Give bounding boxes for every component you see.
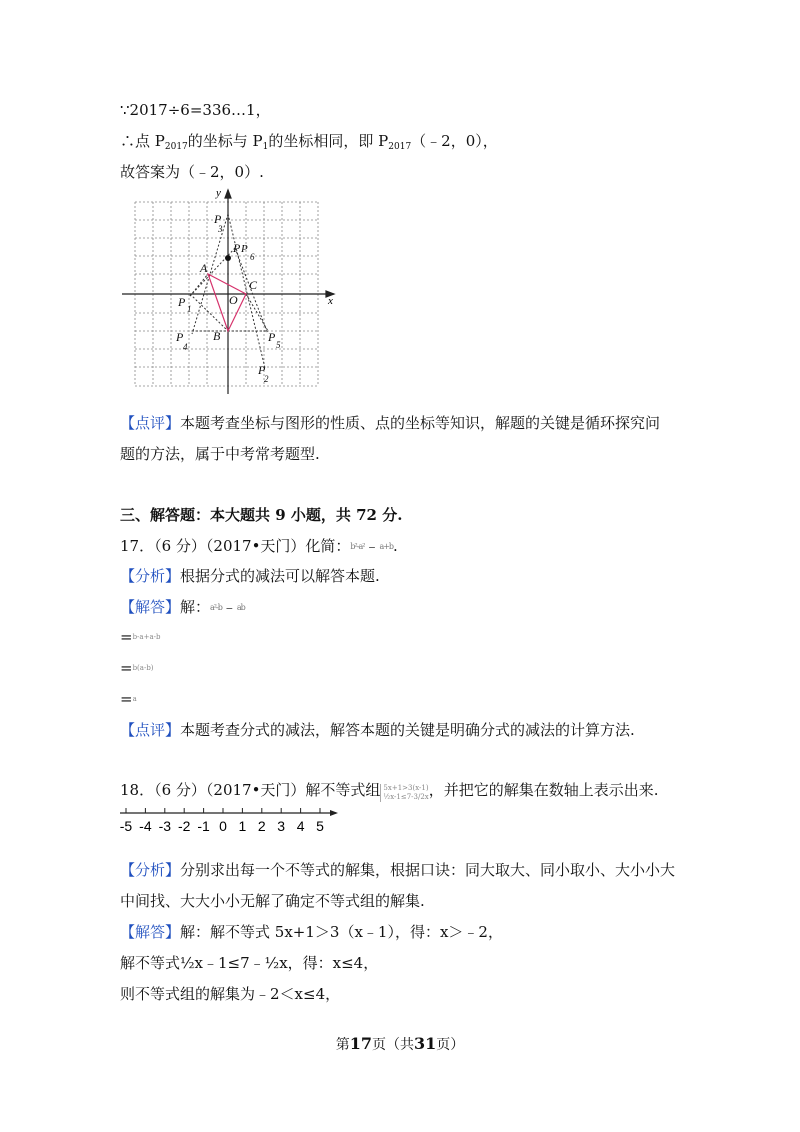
q17-step-2 [120,658,154,678]
axes [122,190,334,394]
q18-stem [120,780,659,802]
q17-step-1-expr: b-a+a-b [132,633,161,641]
equals-sign: = [120,659,133,677]
label-p1: P [178,295,186,309]
comment-1-line-1 [120,413,660,433]
solution-text: 解：解不等式 5x+1＞3（x﹣1），得：x＞﹣2， [180,923,503,941]
total-pages: 31 [414,1034,437,1053]
inequality-system [380,784,428,802]
number-line-tick-label: 5 [316,818,324,834]
label-p5-sub: 5 [276,340,281,350]
q17-stem-end: . [393,537,398,555]
label-p6-sub: 6 [250,252,255,262]
subscript: 1 [262,142,269,152]
number-line-tick-label: 3 [277,818,286,834]
label-p2: P [258,363,266,377]
text-segment: （﹣2，0）， [411,132,498,150]
label-p6: P [233,241,241,255]
q17-stem-text: 17．（6 分）（2017•天门）化简： [120,537,351,555]
number-line-tick-label: 0 [219,818,227,834]
number-line-tick-label: -4 [139,818,152,834]
number-line-tick-label: 4 [296,818,305,834]
solution-tag: 【解答】 [120,598,181,616]
label-p6-mark: P [241,243,248,255]
comment-text: 本题考查分式的减法，解答本题的关键是明确分式的减法的计算方法. [180,721,635,739]
q18-solution-line-2: 解不等式½x﹣1≤7﹣½x，得：x≤4， [120,954,379,972]
q17-sol-expr-b: ab [236,603,245,612]
q17-solution [120,597,245,618]
comment-tag: 【点评】 [120,414,181,432]
footer-suffix: 页） [436,1037,465,1053]
number-line-tick-label: -5 [119,818,133,834]
q17-expr-b: a+b [379,542,394,551]
q17-step-3-expr: a [132,695,137,703]
number-line-tick-label: -1 [197,818,210,834]
label-o: O [229,293,238,307]
q17-expr-op: ﹣ [364,537,380,555]
q17-step-3 [120,689,137,709]
analysis-tag: 【分析】 [120,861,181,879]
comment-tag: 【点评】 [120,721,181,739]
q17-step-2-expr: b(a-b) [132,664,154,672]
q18-solution-line-1 [120,922,503,942]
equals-sign: = [120,690,133,708]
point-p6 [225,255,231,261]
q18-stem-end: ，并把它的解集在数轴上表示出来. [428,781,659,799]
q17-stem [120,536,398,557]
number-line-arrow [330,810,338,816]
number-line [118,803,348,839]
number-line-ticks [120,808,324,834]
label-b: B [213,329,221,343]
analysis-tag: 【分析】 [120,567,181,585]
q17-analysis [120,566,380,586]
equals-sign: = [120,628,133,646]
label-p3: P [214,212,222,226]
label-c: C [249,278,258,292]
subscript: 2017 [164,142,188,152]
text-segment: 的坐标与 P [187,132,263,150]
page-number: 17 [349,1034,372,1053]
comment-text: 本题考查坐标与图形的性质、点的坐标等知识，解题的关键是循环探究问 [180,414,661,432]
text-segment: ∴点 P [120,132,165,150]
label-p3-sub: 3 [218,224,223,234]
label-p5: P [268,330,276,344]
analysis-text: 根据分式的减法可以解答本题. [180,567,380,585]
q17-sol-expr-a: a²-b [210,603,222,612]
solution-line-1: ∵2017÷6=336…1， [120,101,271,119]
number-line-tick-label: -2 [177,818,191,834]
number-line-tick-label: -3 [158,818,172,834]
label-p1-sub: 1 [187,304,192,314]
q18-stem-text: 18．（6 分）（2017•天门）解不等式组 [120,781,381,799]
solution-line-2 [120,131,498,157]
comment-1-line-2: 题的方法，属于中考常考题型. [120,445,320,463]
q18-analysis-line-1 [120,860,675,880]
coordinate-figure [120,186,340,396]
q17-expr-a: b²-a² [350,542,365,551]
q18-solution-line-3: 则不等式组的解集为﹣2＜x≤4， [120,985,341,1003]
subscript: 2017 [388,142,412,152]
number-line-tick-label: 2 [257,818,266,834]
solution-tag: 【解答】 [120,923,181,941]
y-axis-label: y [216,187,221,199]
q17-step-1 [120,627,160,647]
label-p2-sub: 2 [264,374,269,384]
system-bottom: ½x-1≤7-3/2x [383,793,429,801]
x-axis-label: x [328,295,333,307]
number-line-tick-label: 1 [238,818,247,834]
system-top: 5x+1>3(x-1) [383,784,429,792]
footer-mid: 页（共 [372,1037,414,1053]
label-a: A [200,261,208,275]
q17-sol-op: ﹣ [221,598,237,616]
text-segment: 的坐标相同，即 P [268,132,389,150]
triangle-abc [208,274,246,331]
answer-line: 故答案为（﹣2，0）. [120,163,264,181]
solution-text: 解： [180,598,211,616]
analysis-text: 分别求出每一个不等式的解集，根据口诀：同大取大、同小取小、大小小大 [180,861,676,879]
footer-prefix: 第 [335,1037,350,1053]
section-heading: 三、解答题：本大题共 9 小题，共 72 分. [120,506,403,524]
q18-analysis-line-2: 中间找、大大小小无解了确定不等式组的解集. [120,892,425,910]
page-footer [0,1034,800,1054]
label-p4: P [176,330,184,344]
q17-comment [120,720,635,740]
label-p4-sub: 4 [183,342,188,352]
